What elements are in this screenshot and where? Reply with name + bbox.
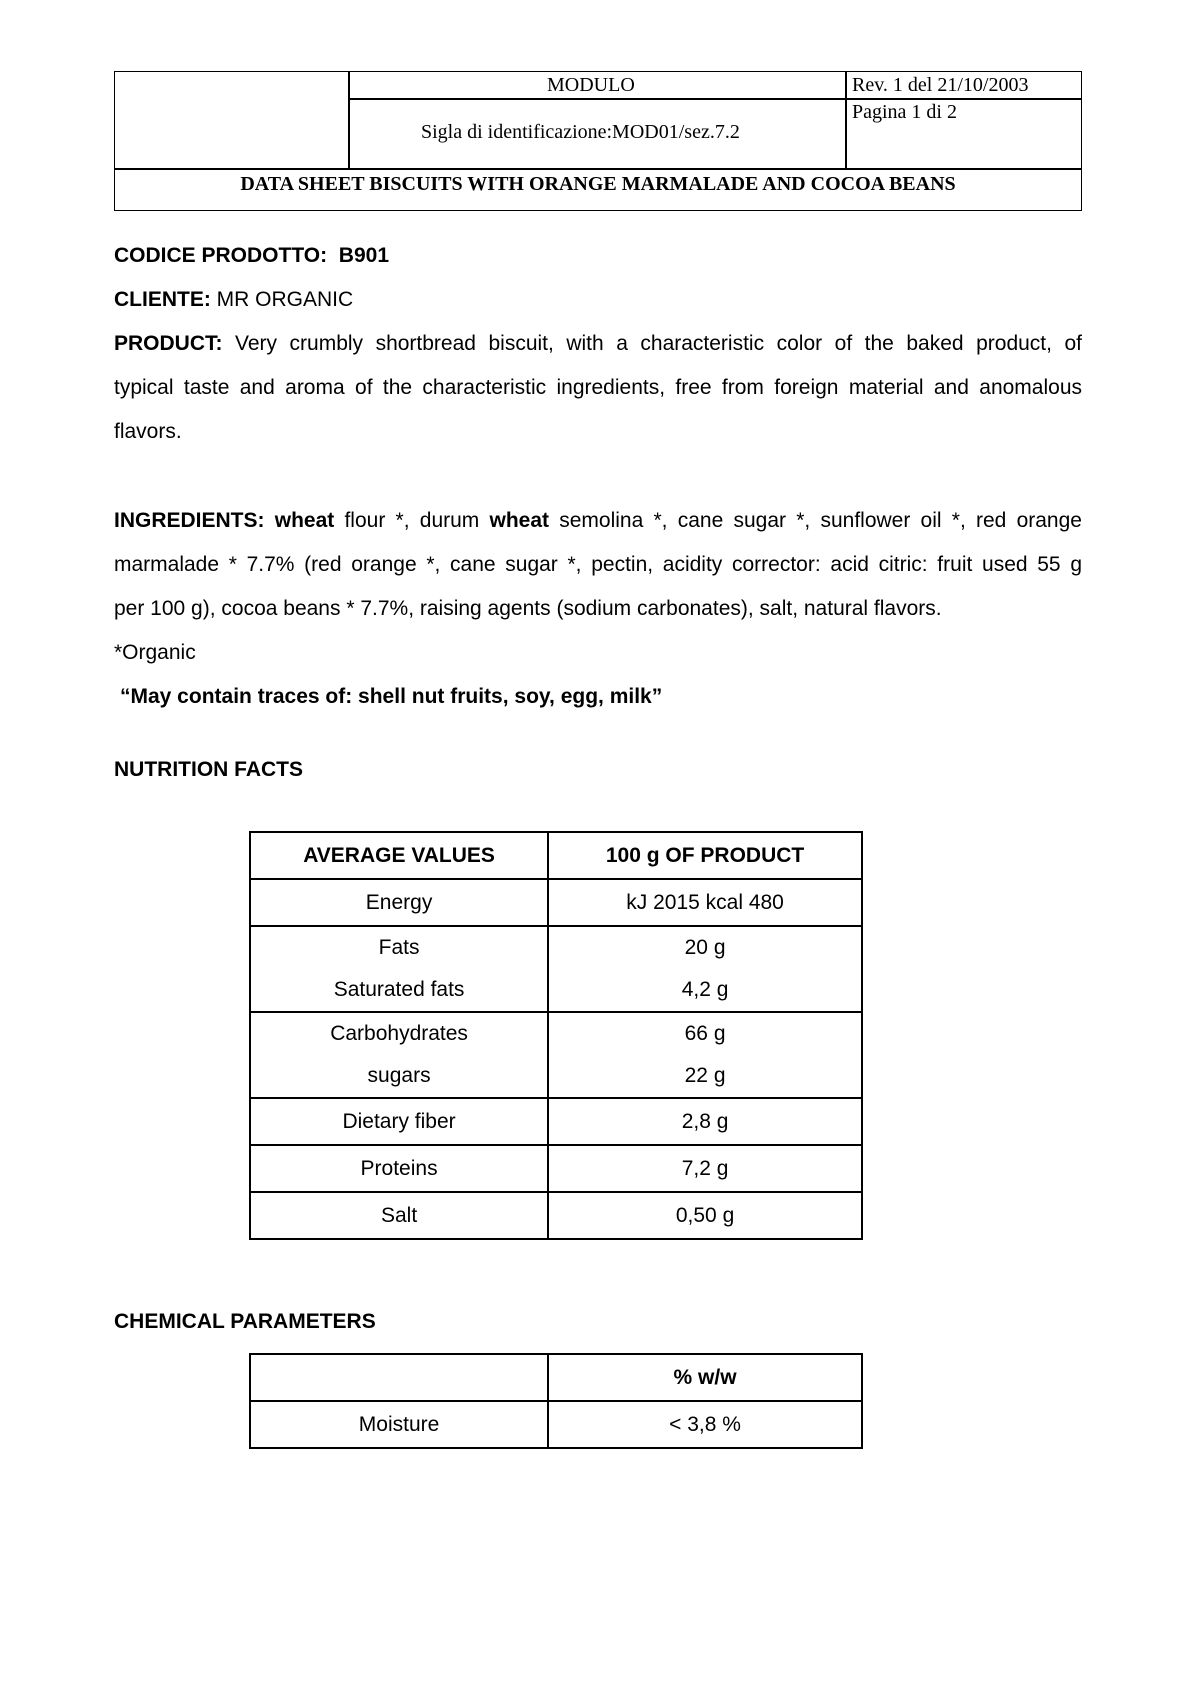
nutrition-facts-table [249, 831, 863, 1240]
product-description-line-3: flavors. [114, 420, 182, 443]
chemical-parameters-table [249, 1353, 863, 1449]
product-code-label: CODICE PRODOTTO: [114, 244, 328, 267]
value-carbohydrates: 66 g [684, 1022, 726, 1045]
nutrition-facts-heading: NUTRITION FACTS [114, 758, 303, 781]
table-header-row [250, 832, 862, 879]
document-title: DATA SHEET BISCUITS WITH ORANGE MARMALADE AND COCOA BEANS [240, 173, 956, 195]
client-value: MR ORGANIC [216, 288, 354, 311]
column-header-per-100g: 100 g OF PRODUCT [548, 832, 862, 879]
value-energy: kJ 2015 kcal 480 [548, 879, 862, 926]
organic-note: *Organic [114, 641, 196, 664]
form-header-table [114, 71, 1082, 211]
product-code-value: B901 [338, 244, 389, 267]
nutrient-salt: Salt [250, 1192, 548, 1239]
product-description-line-1: PRODUCT: Very crumbly shortbread biscuit, with a characteristic color of the baked product, of [114, 332, 1082, 355]
ingredients-line-2: marmalade * 7.7% (red orange *, cane sugar *, pectin, acidity corrector: acid citric: fruit used 55 g [114, 553, 1082, 576]
nutrient-saturated-fats: Saturated fats [333, 978, 465, 1001]
ingredients-label: INGREDIENTS: [114, 509, 265, 532]
client-label: CLIENTE: [114, 288, 211, 311]
value-fats: 20 g [684, 936, 726, 959]
table-header-row [250, 1354, 862, 1401]
product-code-line [114, 244, 389, 268]
value-dietary-fiber: 2,8 g [548, 1098, 862, 1145]
product-label: PRODUCT: [114, 332, 223, 355]
nutrient-sugars: sugars [367, 1064, 431, 1087]
value-moisture: < 3,8 % [548, 1401, 862, 1448]
ingredients-line-3: per 100 g), cocoa beans * 7.7%, raising agents (sodium carbonates), salt, natural flavors. [114, 597, 942, 620]
table-row [250, 1012, 862, 1098]
table-row [250, 879, 862, 926]
value-proteins: 7,2 g [548, 1145, 862, 1192]
nutrient-proteins: Proteins [250, 1145, 548, 1192]
value-sugars: 22 g [684, 1064, 726, 1087]
parameter-moisture: Moisture [250, 1401, 548, 1448]
nutrient-fats: Fats [378, 936, 420, 959]
table-row [250, 1192, 862, 1239]
allergen-traces-note: “May contain traces of: shell nut fruits, soy, egg, milk” [120, 685, 663, 708]
nutrient-energy: Energy [250, 879, 548, 926]
ingredients-line-1: INGREDIENTS: wheat flour *, durum wheat semolina *, cane sugar *, sunflower oil *, red orange [114, 509, 1082, 532]
form-page-number: Pagina 1 di 2 [852, 101, 957, 123]
chemical-column-header-empty [250, 1354, 548, 1401]
table-row [250, 1145, 862, 1192]
form-identification: Sigla di identificazione:MOD01/sez.7.2 [421, 121, 740, 143]
column-header-percent-ww: % w/w [548, 1354, 862, 1401]
value-saturated-fats: 4,2 g [681, 978, 729, 1001]
form-revision: Rev. 1 del 21/10/2003 [852, 74, 1029, 96]
table-row [250, 1098, 862, 1145]
form-module-label: MODULO [547, 74, 635, 96]
product-description-line-2: typical taste and aroma of the characteristic ingredients, free from foreign material and anomalous [114, 376, 1082, 399]
nutrient-carbohydrates: Carbohydrates [330, 1022, 468, 1045]
nutrient-dietary-fiber: Dietary fiber [250, 1098, 548, 1145]
column-header-average-values: AVERAGE VALUES [250, 832, 548, 879]
chemical-parameters-heading: CHEMICAL PARAMETERS [114, 1310, 376, 1333]
value-salt: 0,50 g [548, 1192, 862, 1239]
table-row [250, 1401, 862, 1448]
table-row [250, 926, 862, 1012]
client-line [114, 288, 353, 312]
